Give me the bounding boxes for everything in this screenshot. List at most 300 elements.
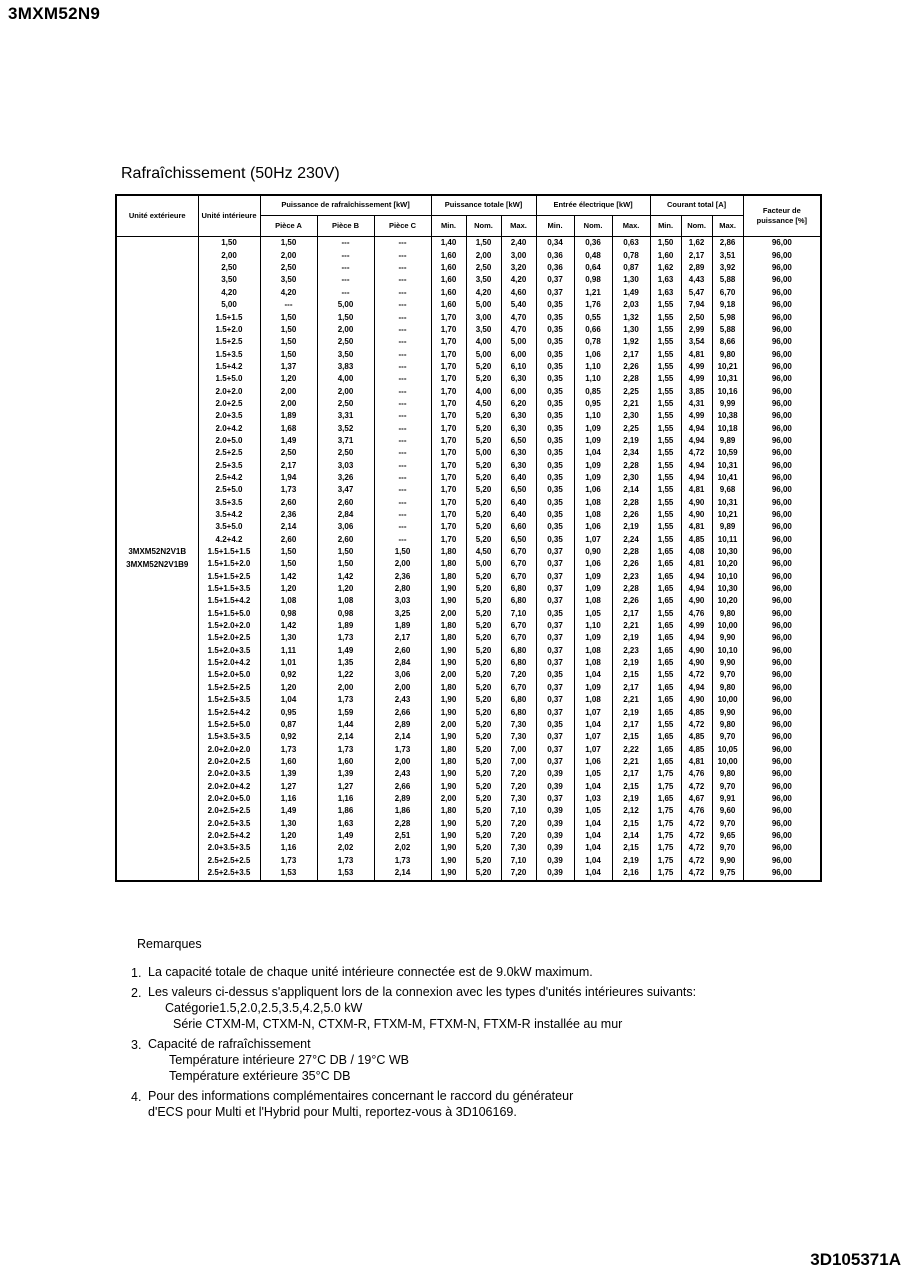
table-cell: 1,75 xyxy=(650,842,681,854)
table-cell: 0,78 xyxy=(574,336,612,348)
table-cell: 10,18 xyxy=(712,422,743,434)
table-cell: 4,67 xyxy=(681,793,712,805)
table-cell: 6,70 xyxy=(501,632,536,644)
table-cell: 6,40 xyxy=(501,509,536,521)
table-cell: 1,90 xyxy=(431,731,466,743)
table-cell: 96,00 xyxy=(743,373,821,385)
table-cell: 1,65 xyxy=(650,546,681,558)
table-cell: 1,20 xyxy=(260,682,317,694)
table-cell: 1,55 xyxy=(650,336,681,348)
table-cell: 96,00 xyxy=(743,398,821,410)
table-cell: 0,39 xyxy=(536,830,574,842)
table-cell: 1,73 xyxy=(317,632,374,644)
table-cell: 9,75 xyxy=(712,867,743,881)
table-cell: 4,72 xyxy=(681,669,712,681)
table-cell: 1,30 xyxy=(612,274,650,286)
table-cell: 10,20 xyxy=(712,595,743,607)
table-cell: 10,59 xyxy=(712,447,743,459)
table-cell: 96,00 xyxy=(743,385,821,397)
table-cell: 6,40 xyxy=(501,472,536,484)
indoor-unit-cell: 1.5+1.5+4.2 xyxy=(198,595,260,607)
indoor-unit-cell: 2.0+5.0 xyxy=(198,435,260,447)
table-cell: 1,55 xyxy=(650,496,681,508)
table-cell: 2,17 xyxy=(612,608,650,620)
table-cell: 4,72 xyxy=(681,830,712,842)
remarks xyxy=(131,937,697,1124)
indoor-unit-cell: 2.0+2.5+3.5 xyxy=(198,817,260,829)
table-cell: 0,35 xyxy=(536,361,574,373)
table-cell: 5,20 xyxy=(466,719,501,731)
table-row xyxy=(116,435,821,447)
table-cell: 1,04 xyxy=(574,867,612,881)
header-power-input: Entrée électrique [kW] xyxy=(536,195,650,216)
table-cell: 1,80 xyxy=(431,756,466,768)
table-cell: 10,41 xyxy=(712,472,743,484)
table-cell: 5,20 xyxy=(466,373,501,385)
table-cell: 4,99 xyxy=(681,620,712,632)
table-cell: 3,50 xyxy=(466,274,501,286)
table-cell: 1,08 xyxy=(574,694,612,706)
table-cell: 2,17 xyxy=(612,682,650,694)
table-row xyxy=(116,546,821,558)
table-cell: 6,30 xyxy=(501,447,536,459)
table-cell: 3,85 xyxy=(681,385,712,397)
table-cell: 7,94 xyxy=(681,299,712,311)
table-cell: 10,00 xyxy=(712,756,743,768)
table-row xyxy=(116,410,821,422)
table-cell: 1,05 xyxy=(574,768,612,780)
table-cell: 4,99 xyxy=(681,373,712,385)
indoor-unit-cell: 1.5+2.0+2.5 xyxy=(198,632,260,644)
table-cell: 0,35 xyxy=(536,398,574,410)
outdoor-unit-name: 3MXM52N2V1B9 xyxy=(126,559,189,569)
table-cell: 96,00 xyxy=(743,274,821,286)
indoor-unit-cell: 2.0+2.0+2.5 xyxy=(198,756,260,768)
table-cell: 96,00 xyxy=(743,731,821,743)
table-cell: 9,70 xyxy=(712,780,743,792)
table-cell: 5,20 xyxy=(466,361,501,373)
remark-item xyxy=(131,964,696,980)
table-cell: 1,80 xyxy=(431,682,466,694)
table-cell: 1,55 xyxy=(650,669,681,681)
table-cell: 6,70 xyxy=(501,571,536,583)
table-cell: 1,21 xyxy=(574,287,612,299)
table-cell: 7,00 xyxy=(501,756,536,768)
table-cell: 9,70 xyxy=(712,669,743,681)
table-cell: 1,70 xyxy=(431,422,466,434)
table-row xyxy=(116,706,821,718)
remark-number: 3. xyxy=(131,1038,142,1052)
table-cell: 0,37 xyxy=(536,274,574,286)
table-cell: 0,63 xyxy=(612,237,650,250)
indoor-unit-cell: 1.5+5.0 xyxy=(198,373,260,385)
indoor-unit-cell: 3.5+4.2 xyxy=(198,509,260,521)
table-cell: 96,00 xyxy=(743,632,821,644)
indoor-unit-cell: 1.5+1.5+2.5 xyxy=(198,571,260,583)
table-cell: 6,70 xyxy=(501,546,536,558)
table-cell: 4,76 xyxy=(681,768,712,780)
indoor-unit-cell: 2.5+2.5+2.5 xyxy=(198,854,260,866)
table-cell: 1,50 xyxy=(317,558,374,570)
table-row xyxy=(116,422,821,434)
table-cell: 10,31 xyxy=(712,459,743,471)
table-cell: 4,72 xyxy=(681,817,712,829)
table-cell: 1,10 xyxy=(574,361,612,373)
table-cell: 2,28 xyxy=(612,546,650,558)
table-cell: 4,76 xyxy=(681,608,712,620)
table-cell: 1,60 xyxy=(650,250,681,262)
table-cell: 0,55 xyxy=(574,311,612,323)
table-cell: 6,80 xyxy=(501,706,536,718)
table-cell: 1,89 xyxy=(260,410,317,422)
table-cell: 4,72 xyxy=(681,867,712,881)
table-cell: 1,20 xyxy=(260,830,317,842)
table-cell: 4,94 xyxy=(681,583,712,595)
indoor-unit-cell: 1.5+2.0 xyxy=(198,324,260,336)
table-cell: 2,60 xyxy=(260,496,317,508)
table-cell: 2,21 xyxy=(612,694,650,706)
table-cell: 1,90 xyxy=(431,595,466,607)
table-cell: 5,00 xyxy=(466,299,501,311)
table-cell: 0,37 xyxy=(536,793,574,805)
table-row xyxy=(116,842,821,854)
table-cell: 96,00 xyxy=(743,669,821,681)
table-cell: 96,00 xyxy=(743,287,821,299)
table-cell: 1,10 xyxy=(574,410,612,422)
table-cell: 2,15 xyxy=(612,817,650,829)
table-cell: 1,04 xyxy=(574,447,612,459)
table-cell: 4,31 xyxy=(681,398,712,410)
table-cell: 5,20 xyxy=(466,768,501,780)
table-cell: 2,00 xyxy=(431,793,466,805)
table-cell: 7,10 xyxy=(501,608,536,620)
table-cell: 3,31 xyxy=(317,410,374,422)
table-cell: 5,20 xyxy=(466,645,501,657)
table-cell: 5,20 xyxy=(466,459,501,471)
table-cell: 1,65 xyxy=(650,743,681,755)
remark-line: Série CTXM-M, CTXM-N, CTXM-R, FTXM-M, FTXM-N, FTXM-R installée au mur xyxy=(173,1017,623,1031)
table-row xyxy=(116,311,821,323)
table-cell: 96,00 xyxy=(743,817,821,829)
table-cell: 0,35 xyxy=(536,509,574,521)
table-row xyxy=(116,793,821,805)
table-cell: 1,50 xyxy=(260,336,317,348)
table-cell: 1,55 xyxy=(650,311,681,323)
table-cell: 1,70 xyxy=(431,311,466,323)
table-cell: 2,24 xyxy=(612,534,650,546)
table-cell: 1,59 xyxy=(317,706,374,718)
table-cell: 1,70 xyxy=(431,324,466,336)
table-cell: 6,80 xyxy=(501,583,536,595)
table-cell: 96,00 xyxy=(743,583,821,595)
table-cell: 1,70 xyxy=(431,385,466,397)
table-cell: 5,20 xyxy=(466,595,501,607)
table-cell: 2,14 xyxy=(317,731,374,743)
table-cell: 1,06 xyxy=(574,484,612,496)
table-cell: 0,37 xyxy=(536,583,574,595)
table-cell: 10,00 xyxy=(712,620,743,632)
table-cell: 1,73 xyxy=(260,484,317,496)
header-max: Max. xyxy=(612,216,650,237)
table-cell: 1,08 xyxy=(574,496,612,508)
table-cell: 4,08 xyxy=(681,546,712,558)
table-cell: 6,80 xyxy=(501,645,536,657)
table-cell: 2,25 xyxy=(612,385,650,397)
table-row xyxy=(116,694,821,706)
table-cell: 9,70 xyxy=(712,817,743,829)
table-cell: 4,50 xyxy=(466,398,501,410)
table-cell: 5,00 xyxy=(466,558,501,570)
table-row xyxy=(116,558,821,570)
table-cell: 1,70 xyxy=(431,373,466,385)
remark-line: La capacité totale de chaque unité intérieure connectée est de 9.0kW maximum. xyxy=(148,965,593,979)
table-cell: 4,90 xyxy=(681,496,712,508)
table-cell: 5,20 xyxy=(466,817,501,829)
header-nom: Nom. xyxy=(681,216,712,237)
table-cell: 2,26 xyxy=(612,558,650,570)
table-cell: 2,60 xyxy=(317,496,374,508)
table-cell: 1,50 xyxy=(260,546,317,558)
table-cell: --- xyxy=(374,422,431,434)
table-cell: 96,00 xyxy=(743,496,821,508)
table-cell: 1,39 xyxy=(317,768,374,780)
table-cell: 0,35 xyxy=(536,484,574,496)
table-cell: 6,20 xyxy=(501,398,536,410)
table-cell: 1,75 xyxy=(650,768,681,780)
table-cell: --- xyxy=(374,385,431,397)
table-cell: 2,14 xyxy=(612,484,650,496)
header-max: Max. xyxy=(501,216,536,237)
table-row xyxy=(116,657,821,669)
table-cell: 6,70 xyxy=(712,287,743,299)
indoor-unit-cell: 1.5+2.0+4.2 xyxy=(198,657,260,669)
table-cell: 7,20 xyxy=(501,768,536,780)
table-cell: 7,20 xyxy=(501,817,536,829)
table-cell: 0,36 xyxy=(574,237,612,250)
table-row xyxy=(116,324,821,336)
table-cell: 5,20 xyxy=(466,422,501,434)
table-cell: 2,89 xyxy=(374,719,431,731)
table-cell: 2,00 xyxy=(431,719,466,731)
table-cell: 2,30 xyxy=(612,472,650,484)
indoor-unit-cell: 1.5+2.5+4.2 xyxy=(198,706,260,718)
table-cell: 1,90 xyxy=(431,583,466,595)
table-row xyxy=(116,521,821,533)
table-cell: --- xyxy=(374,398,431,410)
table-cell: 6,30 xyxy=(501,410,536,422)
table-row xyxy=(116,287,821,299)
table-cell: 5,98 xyxy=(712,311,743,323)
table-row xyxy=(116,348,821,360)
table-cell: 96,00 xyxy=(743,645,821,657)
table-cell: 5,20 xyxy=(466,521,501,533)
table-cell: 6,50 xyxy=(501,484,536,496)
table-cell: 1,65 xyxy=(650,632,681,644)
header-min: Min. xyxy=(431,216,466,237)
table-cell: 96,00 xyxy=(743,422,821,434)
table-cell: 3,00 xyxy=(501,250,536,262)
table-row xyxy=(116,447,821,459)
table-row xyxy=(116,459,821,471)
table-cell: 2,50 xyxy=(466,262,501,274)
table-cell: 4,60 xyxy=(501,287,536,299)
table-cell: 2,60 xyxy=(374,645,431,657)
indoor-unit-cell: 2.5+4.2 xyxy=(198,472,260,484)
table-cell: 2,34 xyxy=(612,447,650,459)
table-cell: 5,20 xyxy=(466,830,501,842)
table-cell: 1,06 xyxy=(574,558,612,570)
remarks-title: Remarques xyxy=(137,937,202,951)
table-cell: 1,50 xyxy=(260,348,317,360)
table-cell: 96,00 xyxy=(743,410,821,422)
table-cell: 0,87 xyxy=(260,719,317,731)
table-cell: 0,95 xyxy=(574,398,612,410)
table-cell: 1,73 xyxy=(374,854,431,866)
table-cell: 1,42 xyxy=(260,620,317,632)
table-cell: 96,00 xyxy=(743,459,821,471)
table-cell: 1,55 xyxy=(650,324,681,336)
table-cell: 5,20 xyxy=(466,805,501,817)
indoor-unit-cell: 1.5+3.5+3.5 xyxy=(198,731,260,743)
table-cell: 1,04 xyxy=(574,719,612,731)
table-cell: 2,50 xyxy=(681,311,712,323)
table-cell: 0,35 xyxy=(536,496,574,508)
table-cell: 1,05 xyxy=(574,608,612,620)
table-cell: 0,37 xyxy=(536,756,574,768)
table-cell: 96,00 xyxy=(743,262,821,274)
table-cell: 2,00 xyxy=(466,250,501,262)
table-cell: 4,99 xyxy=(681,361,712,373)
table-cell: 4,99 xyxy=(681,410,712,422)
table-cell: 2,50 xyxy=(260,447,317,459)
table-cell: 96,00 xyxy=(743,867,821,881)
indoor-unit-cell: 2.0+2.5 xyxy=(198,398,260,410)
table-cell: 0,37 xyxy=(536,682,574,694)
table-cell: 4,94 xyxy=(681,571,712,583)
table-cell: --- xyxy=(374,287,431,299)
table-cell: 5,20 xyxy=(466,620,501,632)
table-cell: 2,17 xyxy=(612,719,650,731)
table-cell: 0,39 xyxy=(536,854,574,866)
table-cell: 4,94 xyxy=(681,472,712,484)
table-cell: 1,05 xyxy=(574,805,612,817)
remark-line: Capacité de rafraîchissement xyxy=(148,1037,311,1051)
table-cell: 1,55 xyxy=(650,472,681,484)
table-cell: 4,00 xyxy=(317,373,374,385)
table-row xyxy=(116,719,821,731)
table-cell: 6,00 xyxy=(501,385,536,397)
table-cell: 0,35 xyxy=(536,521,574,533)
table-row xyxy=(116,534,821,546)
table-cell: 4,72 xyxy=(681,780,712,792)
header-nom: Nom. xyxy=(466,216,501,237)
table-cell: 2,28 xyxy=(612,373,650,385)
table-cell: 1,30 xyxy=(260,817,317,829)
table-cell: 6,80 xyxy=(501,657,536,669)
table-cell: 5,20 xyxy=(466,669,501,681)
table-cell: 1,10 xyxy=(574,373,612,385)
table-cell: 0,35 xyxy=(536,459,574,471)
model-title: 3MXM52N9 xyxy=(8,4,101,23)
table-cell: --- xyxy=(374,311,431,323)
table-cell: 1,04 xyxy=(574,842,612,854)
table-cell: 1,04 xyxy=(574,830,612,842)
table-cell: 7,20 xyxy=(501,867,536,881)
table-cell: 4,70 xyxy=(501,324,536,336)
table-cell: 0,87 xyxy=(612,262,650,274)
table-cell: 9,90 xyxy=(712,632,743,644)
table-cell: 1,27 xyxy=(317,780,374,792)
table-cell: 0,35 xyxy=(536,373,574,385)
table-cell: 1,07 xyxy=(574,534,612,546)
indoor-unit-cell: 1.5+2.5+5.0 xyxy=(198,719,260,731)
table-cell: 3,06 xyxy=(374,669,431,681)
table-cell: 4,20 xyxy=(501,274,536,286)
table-cell: 96,00 xyxy=(743,558,821,570)
table-cell: 1,55 xyxy=(650,398,681,410)
indoor-unit-cell: 1.5+2.0+3.5 xyxy=(198,645,260,657)
remark-line: Température intérieure 27°C DB / 19°C WB xyxy=(169,1053,409,1067)
table-cell: 1,09 xyxy=(574,583,612,595)
indoor-unit-cell: 1.5+2.5 xyxy=(198,336,260,348)
table-cell: 10,00 xyxy=(712,694,743,706)
table-cell: 96,00 xyxy=(743,237,821,250)
table-cell: 0,35 xyxy=(536,534,574,546)
table-cell: 1,60 xyxy=(431,287,466,299)
header-nom: Nom. xyxy=(574,216,612,237)
table-cell: 2,00 xyxy=(260,385,317,397)
table-cell: 2,00 xyxy=(317,385,374,397)
table-cell: 96,00 xyxy=(743,768,821,780)
table-cell: 96,00 xyxy=(743,336,821,348)
table-cell: 0,39 xyxy=(536,817,574,829)
remark-number: 4. xyxy=(131,1090,142,1104)
table-cell: 1,62 xyxy=(650,262,681,274)
table-cell: 9,91 xyxy=(712,793,743,805)
table-cell: 2,21 xyxy=(612,398,650,410)
table-cell: 0,35 xyxy=(536,719,574,731)
table-cell: 0,35 xyxy=(536,447,574,459)
table-cell: 1,08 xyxy=(574,595,612,607)
table-cell: 5,20 xyxy=(466,731,501,743)
table-cell: 1,86 xyxy=(374,805,431,817)
table-cell: 1,70 xyxy=(431,435,466,447)
table-cell: 2,21 xyxy=(612,620,650,632)
table-cell: 1,70 xyxy=(431,398,466,410)
table-cell: 96,00 xyxy=(743,657,821,669)
table-cell: 1,55 xyxy=(650,719,681,731)
table-cell: 2,19 xyxy=(612,657,650,669)
table-cell: 3,25 xyxy=(374,608,431,620)
table-cell: --- xyxy=(317,287,374,299)
table-cell: 5,20 xyxy=(466,842,501,854)
table-row xyxy=(116,817,821,829)
table-cell: 0,35 xyxy=(536,348,574,360)
table-cell: 1,10 xyxy=(574,620,612,632)
table-cell: 1,04 xyxy=(574,669,612,681)
table-cell: 1,94 xyxy=(260,472,317,484)
table-cell: --- xyxy=(374,250,431,262)
table-cell: 3,50 xyxy=(466,324,501,336)
table-row xyxy=(116,608,821,620)
remark-item xyxy=(131,1036,696,1084)
table-cell: 6,30 xyxy=(501,373,536,385)
table-cell: 9,89 xyxy=(712,521,743,533)
table-cell: 9,90 xyxy=(712,706,743,718)
table-cell: 1,50 xyxy=(260,237,317,250)
table-cell: 1,65 xyxy=(650,583,681,595)
table-cell: 1,73 xyxy=(317,854,374,866)
